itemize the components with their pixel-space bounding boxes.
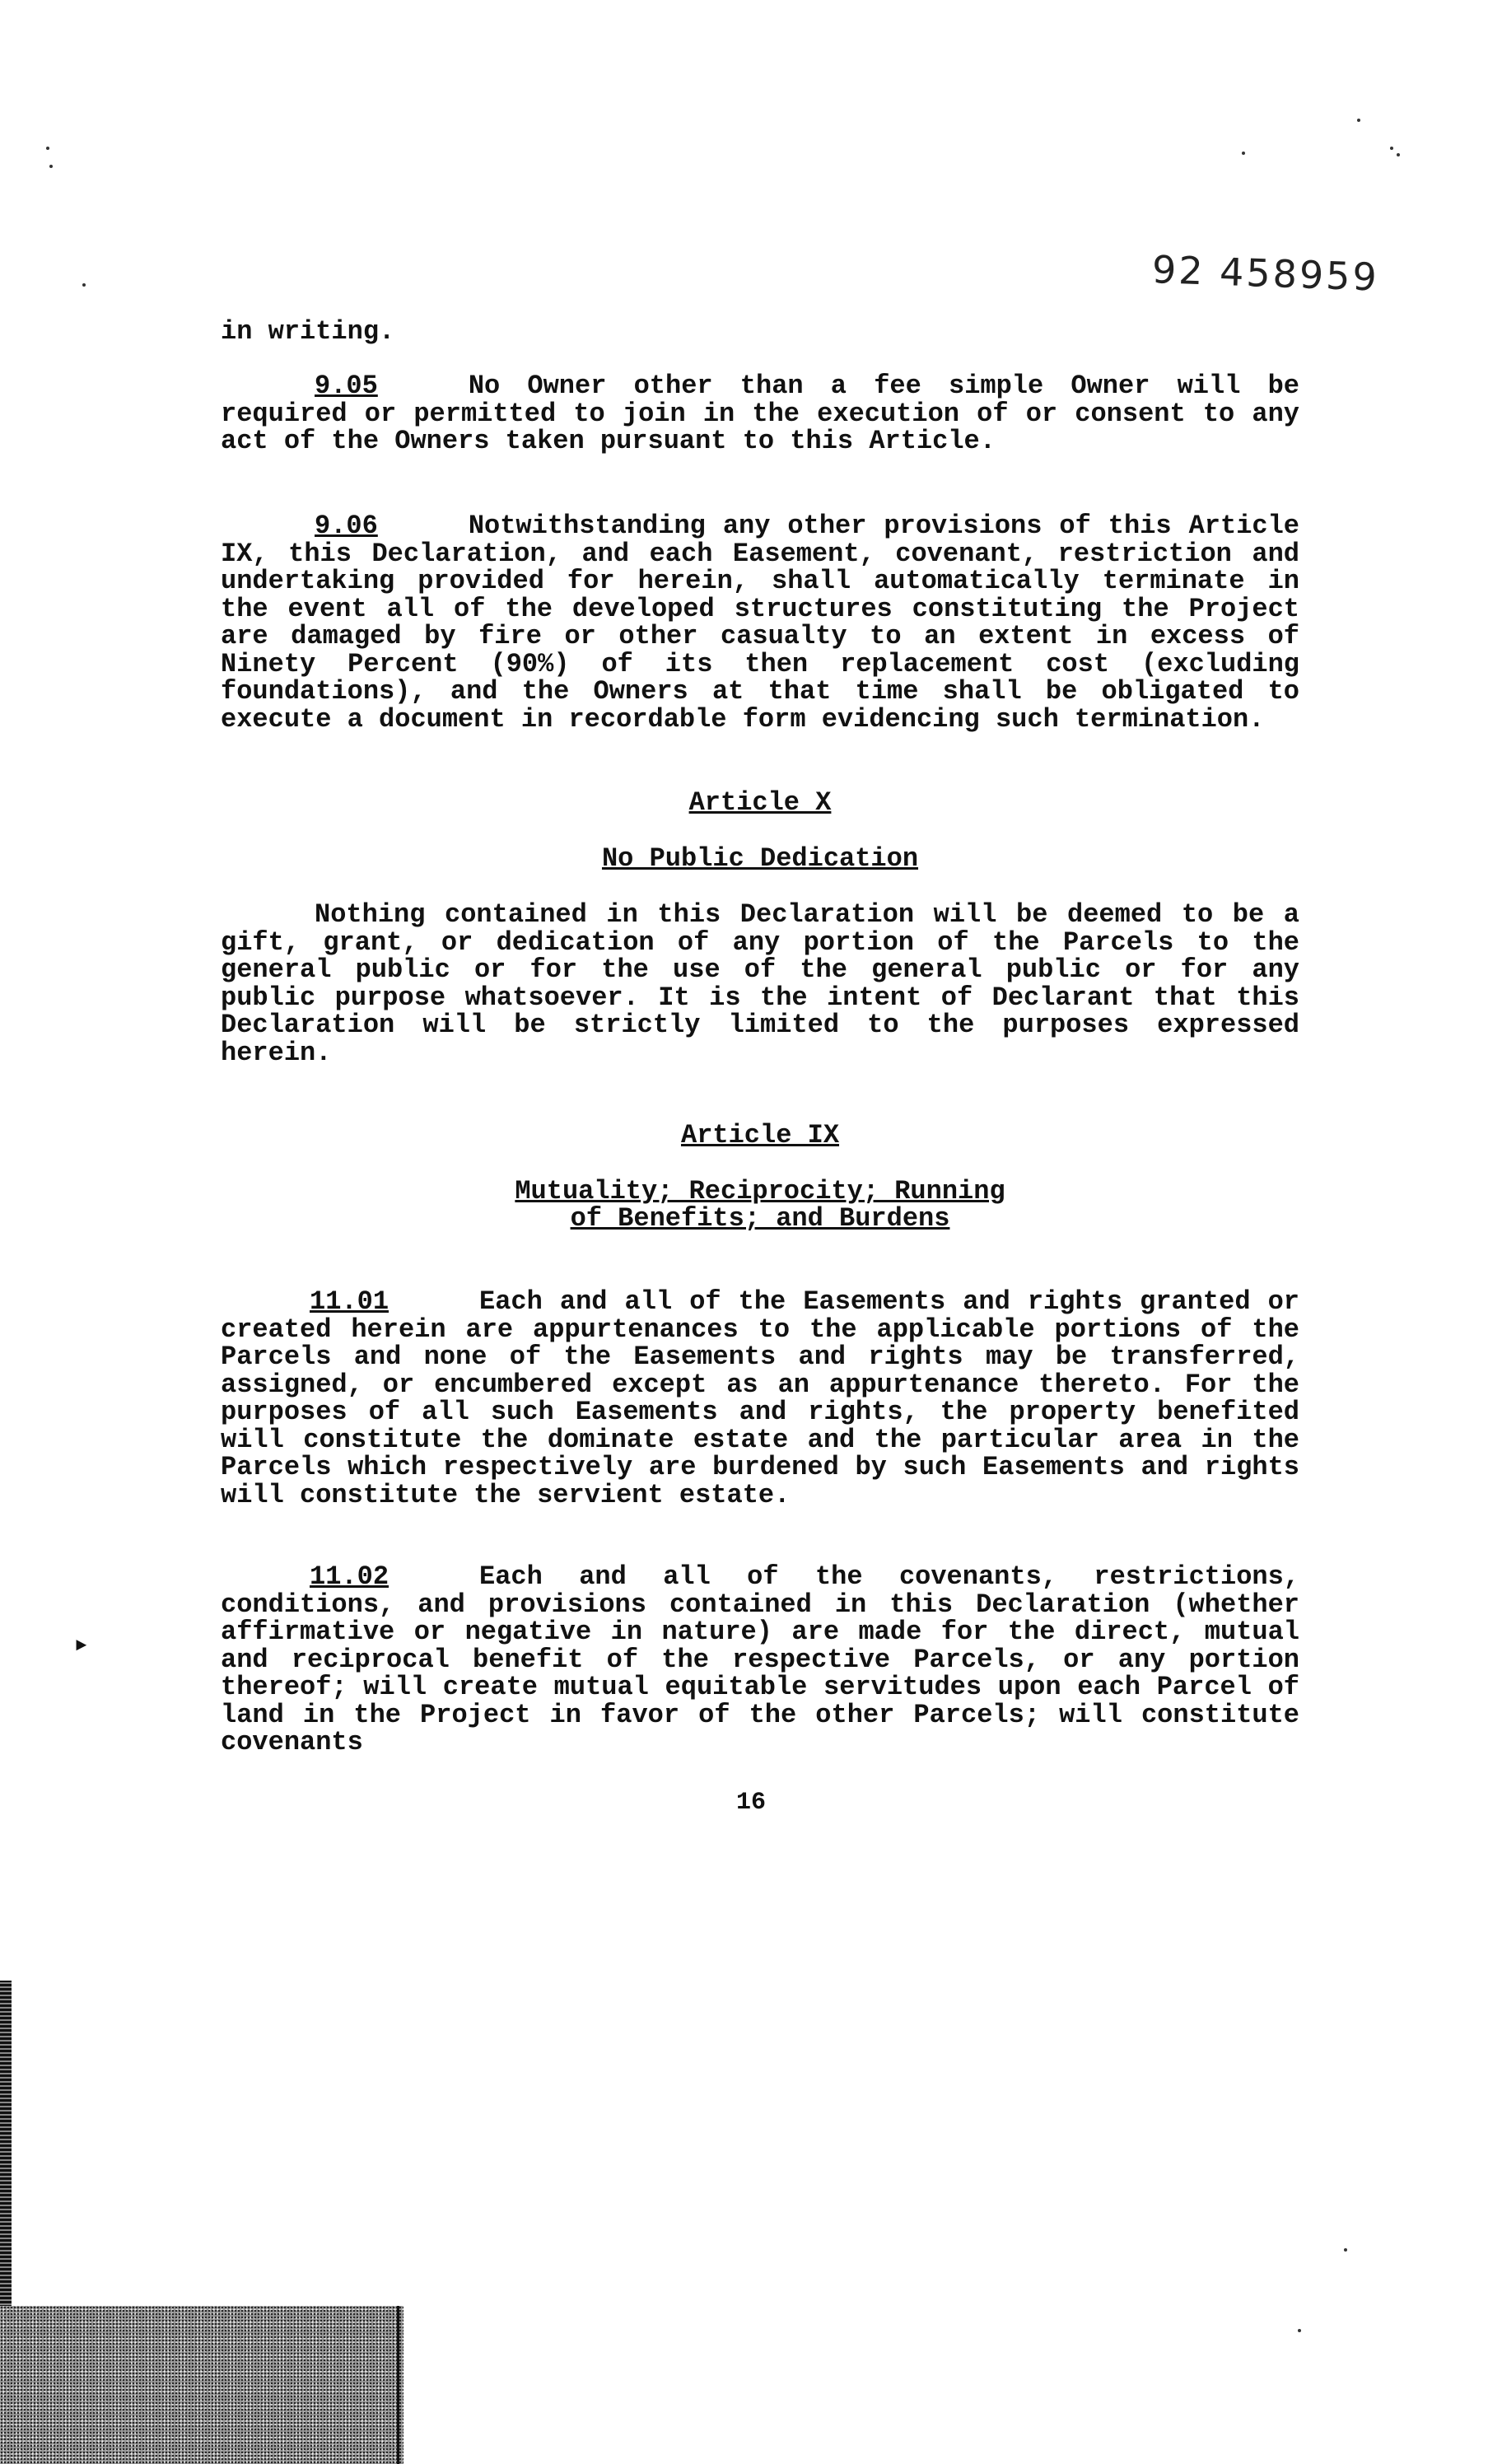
article-subheading-line-2: of Benefits; and Burdens bbox=[570, 1203, 950, 1234]
scan-speck bbox=[46, 147, 49, 150]
scan-speck bbox=[1242, 152, 1245, 155]
article-heading: Article IX bbox=[680, 1120, 840, 1150]
section-number: 11.02 bbox=[310, 1561, 389, 1592]
scan-speck bbox=[49, 165, 53, 168]
section-text: Notwithstanding any other provisions of this Article IX, this Declaration, and each Easement, covenant, restriction and undertaking provided for herein, shall automatically terminate in the event all of the developed structures constituting the Project are damaged by fire or other casualty to an extent in excess of Ninety Percent (90%) of its then replacement cost (excluding foundations), and the Owners at that time shall be obligated to execute a document in recordable form evidencing such termination. bbox=[221, 511, 1299, 735]
scan-speck bbox=[82, 283, 86, 287]
page-number: 16 bbox=[735, 1789, 766, 1817]
article-subheading-line-1: Mutuality; Reciprocity; Running bbox=[515, 1176, 1005, 1206]
section-text: No Owner other than a fee simple Owner will be required or permitted to join in the execution of or consent to any act of the Owners taken pursuant to this Article. bbox=[221, 371, 1299, 456]
scan-speck bbox=[1397, 153, 1400, 156]
article-heading: Article X bbox=[688, 787, 832, 818]
scan-speck bbox=[1390, 147, 1393, 150]
margin-mark: ► bbox=[76, 1636, 87, 1656]
scan-speck bbox=[1344, 2248, 1347, 2252]
section-number: 9.06 bbox=[315, 511, 378, 541]
scan-corner-border bbox=[397, 2306, 399, 2464]
section-11-01 bbox=[221, 1288, 1299, 1509]
continuation-text: in writing. bbox=[221, 316, 395, 347]
section-text: Each and all of the Easements and rights granted or created herein are appurtenances to the applicable portions of the Parcels and none of the Easements and rights may be transferred, assigned, or encumbered except as an appurtenance thereto. For the purposes of all such Easements and rights, the property benefited will constitute the dominate estate and the particular area in the Parcels which respectively are burdened by such Easements and rights will constitute the servient estate. bbox=[221, 1286, 1299, 1510]
section-text: Each and all of the covenants, restrictions, conditions, and provisions contained in this Declaration (whether affirmative or negative in nature) are made for the direct, mutual and reciprocal benefit of the respective Parcels, or any portion thereof; will create mutual equitable servitudes upon each Parcel of land in the Project in favor of the other Parcels; will constitute covenants bbox=[221, 1561, 1299, 1757]
section-9-05 bbox=[221, 372, 1299, 455]
article-x-text: Nothing contained in this Declaration will be deemed to be a gift, grant, or dedication of any portion of the Parcels to the general public or for the use of the general public or for any public purpose whatsoever. It is the intent of Declarant that this Declaration will be strictly limited to the purposes expressed herein. bbox=[221, 899, 1299, 1068]
section-number: 9.05 bbox=[315, 371, 378, 401]
scan-speck bbox=[1357, 119, 1360, 122]
scan-speck bbox=[1298, 2329, 1301, 2332]
section-number: 11.01 bbox=[310, 1286, 389, 1317]
section-11-02 bbox=[221, 1563, 1299, 1757]
article-subheading: No Public Dedication bbox=[601, 843, 919, 874]
scan-corner-artifact bbox=[0, 2306, 403, 2464]
section-9-06 bbox=[221, 512, 1299, 733]
recording-number: 92 458959 bbox=[1151, 247, 1380, 300]
